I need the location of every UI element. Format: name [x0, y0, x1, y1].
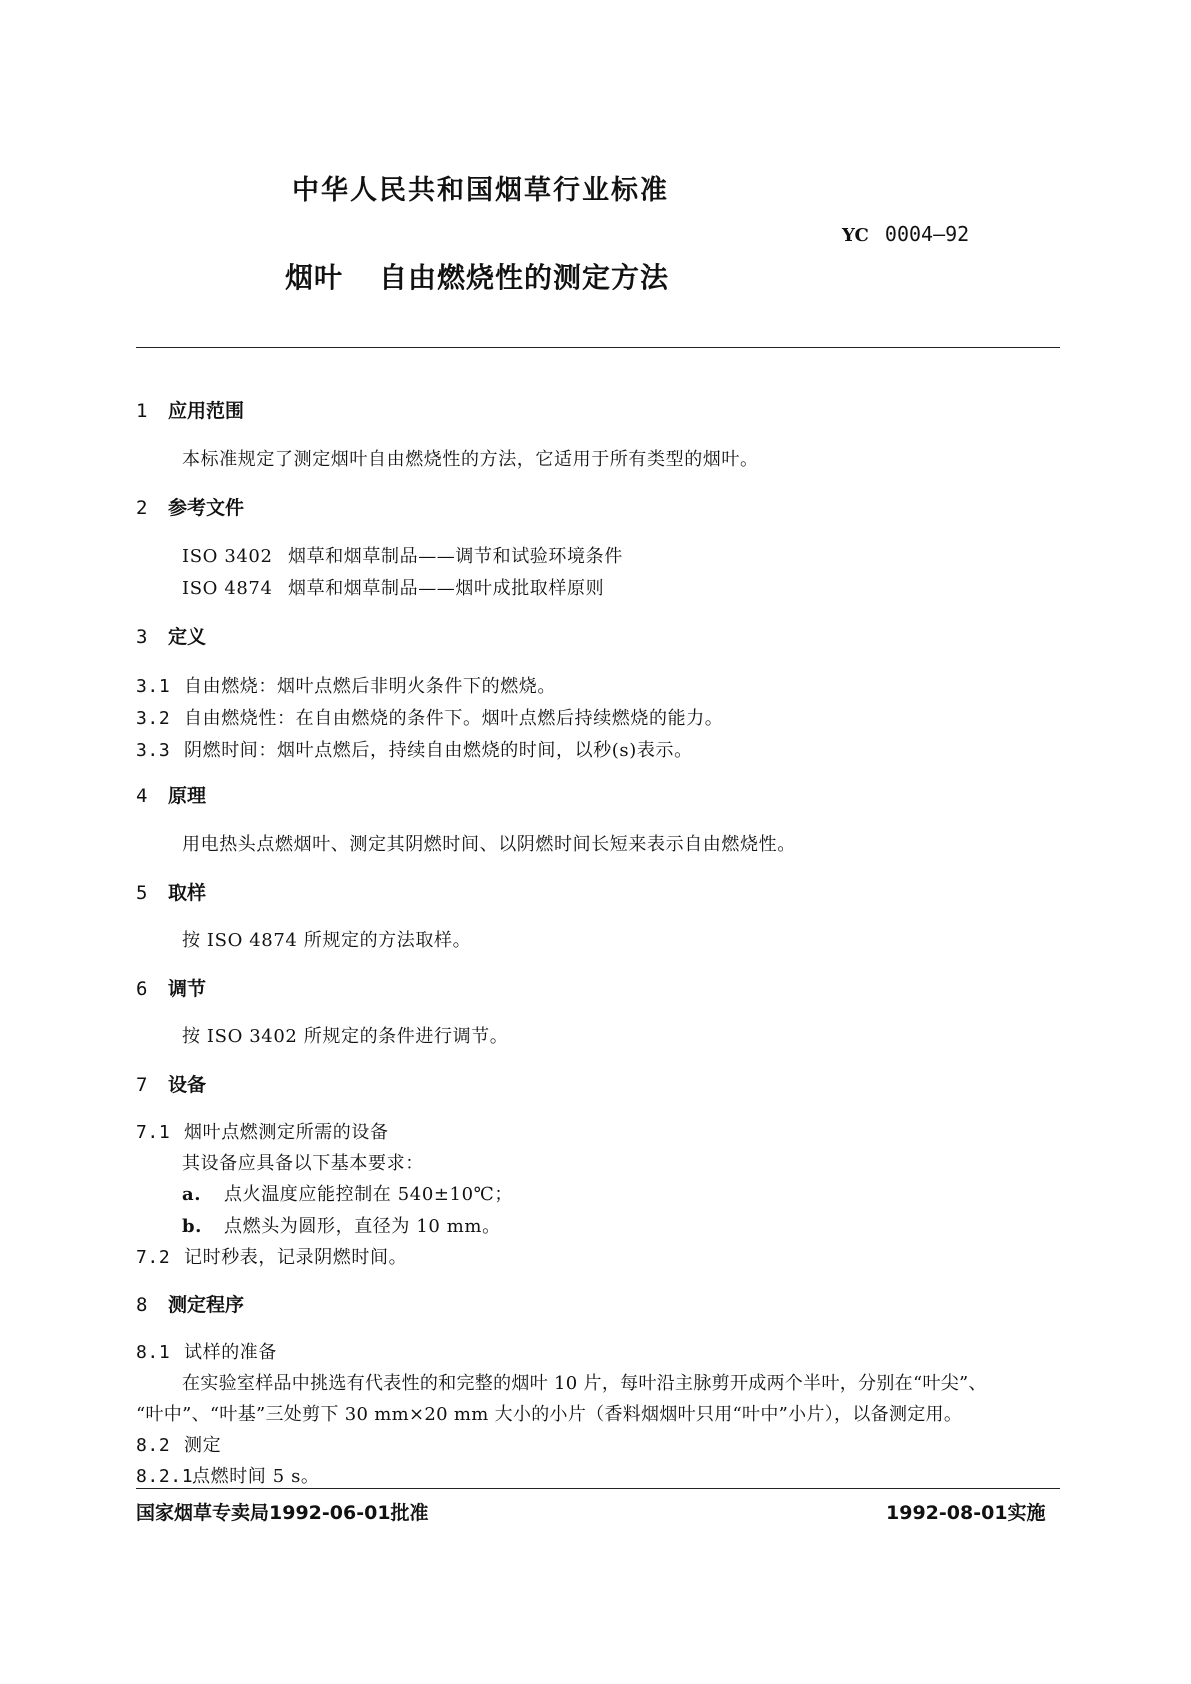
clause-number: 3.2: [136, 708, 171, 729]
clause-8-2: [136, 1431, 221, 1457]
section-8-heading: [136, 1290, 244, 1317]
clause-7-1: [136, 1118, 389, 1144]
section-3-heading: [136, 622, 206, 649]
clause-8-2-1: [136, 1462, 320, 1488]
clause-8-1: [136, 1338, 277, 1364]
section-4-text: 用电热头点燃烟叶、测定其阴燃时间、以阴燃时间长短来表示自由燃烧性。: [182, 834, 796, 855]
definition-item: [136, 704, 723, 730]
section-title: 设备: [168, 1074, 207, 1096]
reference-item: [182, 542, 623, 568]
section-title: 调节: [168, 978, 207, 1000]
clause-number: 7.1: [136, 1122, 171, 1143]
list-text: 点火温度应能控制在 540±10℃；: [224, 1184, 513, 1205]
document-title: [285, 256, 669, 296]
section-number: 1: [136, 400, 148, 422]
definition-item: [136, 672, 556, 698]
reference-code: ISO 4874: [182, 578, 273, 599]
section-title: 原理: [168, 785, 207, 807]
standard-code-prefix: YC: [842, 225, 869, 246]
section-number: 3: [136, 626, 148, 648]
header-divider: [136, 347, 1060, 348]
section-number: 8: [136, 1294, 148, 1316]
clause-7-1-intro: 其设备应具备以下基本要求：: [182, 1153, 424, 1174]
clause-number: 8.1: [136, 1342, 171, 1363]
section-number: 4: [136, 785, 148, 807]
section-6-text: 按 ISO 3402 所规定的条件进行调节。: [182, 1026, 509, 1047]
clause-number: 7.2: [136, 1247, 171, 1268]
section-5-heading: [136, 878, 206, 905]
clause-7-2: [136, 1243, 407, 1269]
preparation-paragraph-line2: “叶中”、“叶基”三处剪下 30 mm×20 mm 大小的小片（香料烟烟叶只用“叶中”小片），以备测定用。: [136, 1404, 963, 1425]
section-title: 测定程序: [168, 1294, 245, 1316]
section-6-heading: [136, 974, 206, 1001]
definition-item: [136, 736, 693, 762]
list-letter: a.: [182, 1184, 202, 1205]
footer-divider: [136, 1488, 1060, 1489]
clause-text: 试样的准备: [184, 1342, 277, 1363]
clause-text: 测定: [184, 1435, 222, 1456]
section-2-heading: [136, 493, 244, 520]
clause-text: 记时秒表，记录阴燃时间。: [184, 1247, 408, 1268]
reference-text: 烟草和烟草制品——调节和试验环境条件: [288, 546, 623, 567]
list-item: [182, 1180, 513, 1206]
section-title: 应用范围: [168, 400, 245, 422]
approval-line: 国家烟草专卖局1992-06-01批准: [136, 1502, 429, 1524]
section-4-heading: [136, 781, 206, 808]
section-title: 参考文件: [168, 497, 245, 519]
reference-item: [182, 574, 604, 600]
clause-text: 自由燃烧性：在自由燃烧的条件下。烟叶点燃后持续燃烧的能力。: [184, 708, 724, 729]
clause-number: 8.2.1: [136, 1466, 194, 1487]
preparation-paragraph-line1: 在实验室样品中挑选有代表性的和完整的烟叶 10 片，每叶沿主脉剪开成两个半叶，分别在“叶尖”、: [182, 1373, 987, 1394]
reference-text: 烟草和烟草制品——烟叶成批取样原则: [288, 578, 605, 599]
standard-code-number: 0004—92: [884, 222, 970, 246]
section-number: 5: [136, 882, 148, 904]
clause-number: 8.2: [136, 1435, 171, 1456]
section-5-text: 按 ISO 4874 所规定的方法取样。: [182, 930, 472, 951]
list-item: [182, 1212, 501, 1238]
clause-text: 点燃时间 5 s。: [192, 1466, 320, 1487]
section-1-heading: [136, 396, 244, 423]
section-1-text: 本标准规定了测定烟叶自由燃烧性的方法，它适用于所有类型的烟叶。: [182, 449, 759, 470]
clause-number: 3.3: [136, 740, 171, 761]
industry-standard-heading: 中华人民共和国烟草行业标准: [292, 175, 669, 206]
list-text: 点燃头为圆形，直径为 10 mm。: [224, 1216, 501, 1237]
section-title: 取样: [168, 882, 207, 904]
clause-number: 3.1: [136, 676, 171, 697]
clause-text: 烟叶点燃测定所需的设备: [184, 1122, 389, 1143]
section-7-heading: [136, 1070, 206, 1097]
reference-code: ISO 3402: [182, 546, 273, 567]
section-title: 定义: [168, 626, 207, 648]
clause-text: 阴燃时间：烟叶点燃后，持续自由燃烧的时间，以秒(s)表示。: [184, 740, 693, 761]
document-title-part1: 烟叶: [285, 261, 344, 294]
standard-code: [842, 222, 969, 246]
list-letter: b.: [182, 1216, 203, 1237]
section-number: 7: [136, 1074, 148, 1096]
section-number: 2: [136, 497, 148, 519]
implementation-line: 1992-08-01实施: [886, 1502, 1046, 1524]
section-number: 6: [136, 978, 148, 1000]
document-title-part2: 自由燃烧性的测定方法: [379, 261, 670, 294]
clause-text: 自由燃烧：烟叶点燃后非明火条件下的燃烧。: [184, 676, 556, 697]
